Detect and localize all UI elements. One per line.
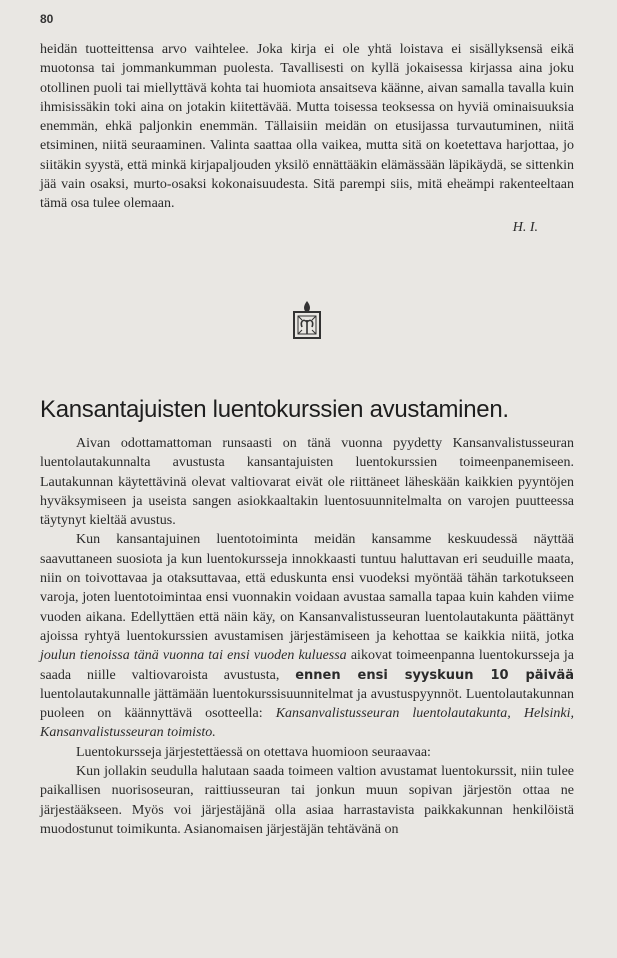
bold-deadline: ennen ensi syyskuun 10 päivää xyxy=(295,667,575,683)
intro-paragraph: heidän tuotteittensa arvo vaihtelee. Joka kirja ei ole yhtä loistava ei sisällyksensä eikä muotonsa tai jommankumman puolesta. Tavallisesti on kyllä jokaisessa kirjassa aina joku otollinen puoli tai miellyttävä kohta tai huomiota ansaitseva käänne, aivan samalla tavalla kuin ihmisissäkin toki aina on jotakin kiitettävää. Mutta toisessa teoksessa on hyviä ominaisuuksia enemmän, ehkä paljonkin enemmän. Tällaisiin meidän on etusijassa turvautuminen, niitä etsiminen, niitä seuraaminen. Valinta saattaa olla vaikea, mutta sitä on koetettava harjottaa, jo siitäkin syystä, että minkä kirjapaljouden yksilö ennättääkin elämässään läpikäydä, se sittenkin jää vain osaksi, murto-osaksi kokonaisuudesta. Sitä parempi siis, mitä eheämpi rakenteeltaan tämä osa tulee olemaan. xyxy=(40,42,574,212)
text-run: luentolautakunnalle jättämään luentokurssisuunnitelmat ja avustuspyynnöt. Luentolautakunnan puoleen on käännyttävä osotteella: xyxy=(40,686,574,722)
intro-section xyxy=(40,40,574,236)
page-number: 80 xyxy=(40,12,54,26)
text-run: Kun kansantajuinen luentotoiminta meidän kansamme keskuudessä näyttää saavuttaneen suosiota ja kun luentokursseja innokkaasti tuntuu haluttavan eri seuduille maata, niin on toivottavaa ja otaksuttavaa, että eduskunta ensi vuodeksi myöntää tähän tarkotukseen varoja, joten luentotoimintaa ensi vuonnakin voidaan avustaa samalla tapaa kuin kahden viime vuoden aikana. Edellyttäen että näin käy, on Kansanvalistusseuran luentolautakunta päättänyt ajoissa ryhtyä luentokurssien avustamisen järjestämiseen ja kehottaa se kaikkia niitä, jotka xyxy=(40,532,574,644)
address-italic: Kansanvalistusseuran luentolautakunta, Helsinki, Kansanvalistusseuran toimisto. xyxy=(40,706,574,741)
signature: H. I. xyxy=(512,219,538,235)
text-run: aikovat toimeenpanna luentokursseja ja saada niille valtiovaroista avustusta, xyxy=(40,648,574,683)
article-paragraph-2 xyxy=(40,530,574,742)
article-title: Kansantajuisten luentokurssien avustaminen. xyxy=(40,396,509,423)
article-paragraph-4: Kun jollakin seudulla halutaan saada toimeen valtion avustamat luentokurssit, niin tulee paikallisen nuorisoseuran, raittiusseuran tai jonkun muun sopivan järjestön ottaa ne järjestääkseen. Myös voi järjestäjänä olla asiaa harrastavista paikkakunnan henkilöistä muodostunut toimikunta. Asianomaisen järjestäjän tehtävänä on xyxy=(40,764,574,837)
italic-run: joulun tienoissa tänä vuonna tai ensi vuoden kuluessa xyxy=(40,648,347,664)
article-body xyxy=(40,434,574,839)
article-paragraph-1: Aivan odottamattoman runsaasti on tänä vuonna pyydetty Kansanvalistusseuran luentolautakunnalta avustusta kansantajuisten luentokurssien toimeenpanemiseen. Lautakunnan käytettävinä olevat valtiovarat eivät ole riittäneet läheskään kaikkien pyyntöjen hyväksymiseen ja useista sangen asiokkaaltakin luentosuunnitelmalta on varojen puutteessa täytynyt kieltää avustus. xyxy=(40,436,574,529)
ornament-icon xyxy=(290,300,324,340)
article-paragraph-3: Luentokursseja järjestettäessä on otettava huomioon seuraavaa: xyxy=(76,744,431,760)
